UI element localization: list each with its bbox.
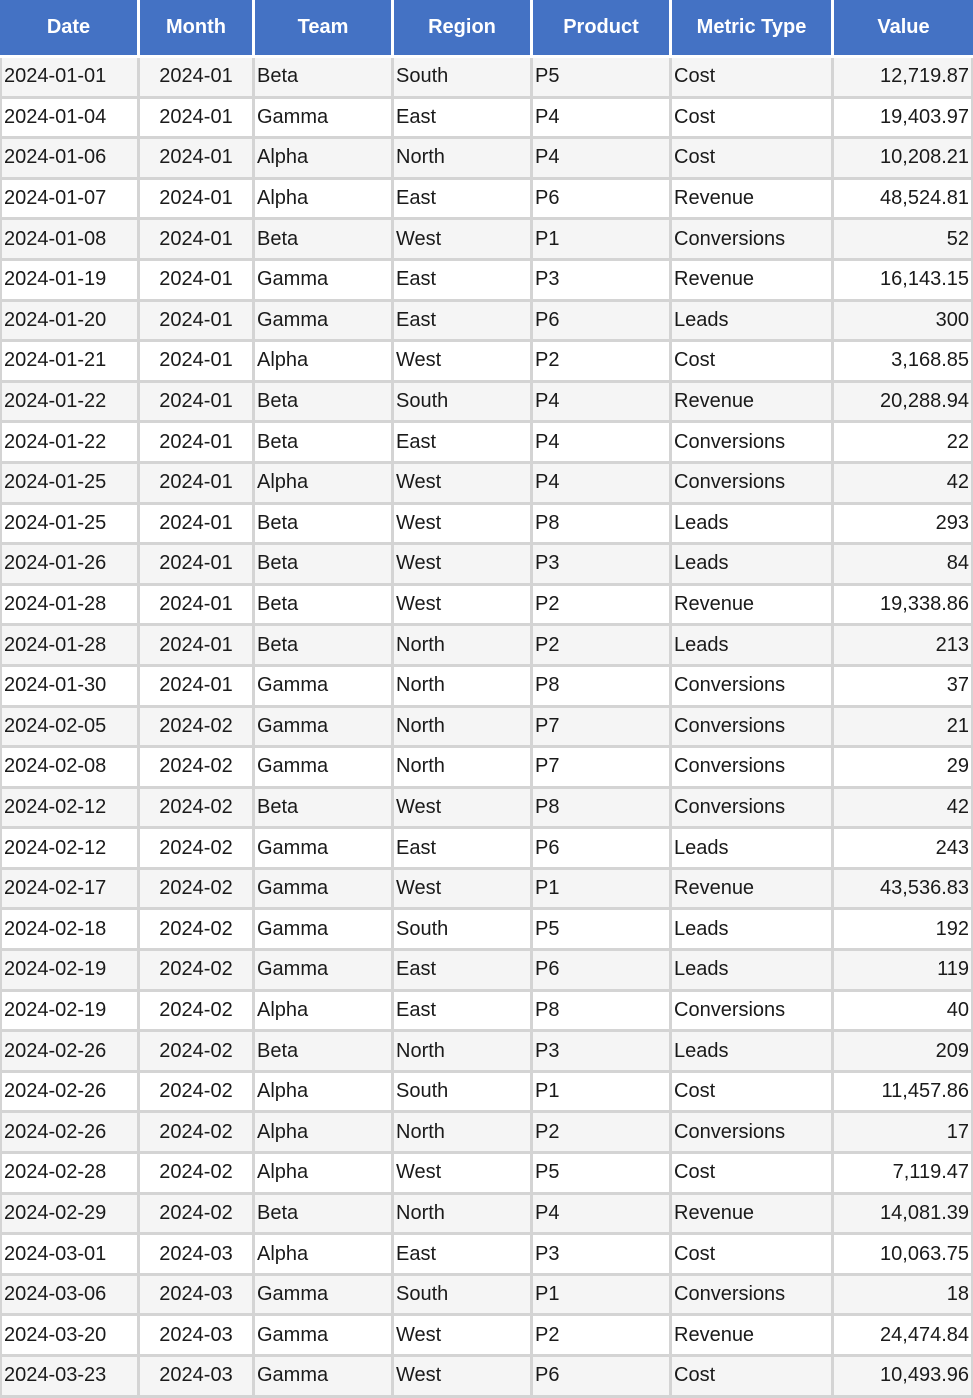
cell-metric-type[interactable]: Conversions: [672, 1113, 834, 1154]
cell-metric-type[interactable]: Revenue: [672, 180, 834, 221]
cell-date[interactable]: 2024-02-26: [0, 1073, 140, 1114]
table-row: [0, 464, 973, 505]
cell-value[interactable]: 84: [834, 545, 973, 586]
cell-value[interactable]: 42: [834, 789, 973, 830]
cell-metric-type[interactable]: Cost: [672, 1235, 834, 1276]
cell-date[interactable]: 2024-02-05: [0, 708, 140, 749]
cell-month[interactable]: 2024-03: [140, 1276, 255, 1317]
cell-month[interactable]: 2024-01: [140, 58, 255, 99]
cell-product[interactable]: P2: [533, 1113, 672, 1154]
table-row: [0, 1276, 973, 1317]
cell-metric-type[interactable]: Conversions: [672, 748, 834, 789]
column-header-product[interactable]: Product: [533, 0, 672, 58]
table-row: [0, 910, 973, 951]
cell-team[interactable]: Alpha: [255, 1154, 394, 1195]
cell-value[interactable]: 16,143.15: [834, 261, 973, 302]
cell-team[interactable]: Gamma: [255, 951, 394, 992]
cell-region[interactable]: North: [394, 626, 533, 667]
cell-metric-type[interactable]: Conversions: [672, 1276, 834, 1317]
cell-team[interactable]: Beta: [255, 1195, 394, 1236]
cell-date[interactable]: 2024-01-22: [0, 423, 140, 464]
cell-team[interactable]: Beta: [255, 220, 394, 261]
cell-team[interactable]: Gamma: [255, 99, 394, 140]
cell-region[interactable]: North: [394, 708, 533, 749]
table-row: [0, 261, 973, 302]
cell-product[interactable]: P2: [533, 586, 672, 627]
cell-team[interactable]: Beta: [255, 58, 394, 99]
table-row: [0, 505, 973, 546]
table-header: [0, 0, 973, 58]
cell-team[interactable]: Gamma: [255, 829, 394, 870]
cell-metric-type[interactable]: Leads: [672, 951, 834, 992]
cell-metric-type[interactable]: Leads: [672, 910, 834, 951]
cell-value[interactable]: 10,493.96: [834, 1357, 973, 1398]
cell-month[interactable]: 2024-01: [140, 220, 255, 261]
cell-value[interactable]: 293: [834, 505, 973, 546]
cell-month[interactable]: 2024-01: [140, 667, 255, 708]
cell-value[interactable]: 17: [834, 1113, 973, 1154]
cell-value[interactable]: 10,063.75: [834, 1235, 973, 1276]
cell-date[interactable]: 2024-01-26: [0, 545, 140, 586]
cell-product[interactable]: P4: [533, 139, 672, 180]
cell-product[interactable]: P8: [533, 667, 672, 708]
cell-month[interactable]: 2024-01: [140, 505, 255, 546]
table-row: [0, 992, 973, 1033]
cell-metric-type[interactable]: Revenue: [672, 383, 834, 424]
cell-date[interactable]: 2024-01-01: [0, 58, 140, 99]
table-row: [0, 1316, 973, 1357]
cell-month[interactable]: 2024-01: [140, 383, 255, 424]
cell-region[interactable]: West: [394, 464, 533, 505]
cell-month[interactable]: 2024-02: [140, 1032, 255, 1073]
cell-product[interactable]: P2: [533, 342, 672, 383]
cell-date[interactable]: 2024-01-28: [0, 586, 140, 627]
cell-metric-type[interactable]: Conversions: [672, 423, 834, 464]
cell-metric-type[interactable]: Leads: [672, 302, 834, 343]
cell-value[interactable]: 40: [834, 992, 973, 1033]
cell-value[interactable]: 10,208.21: [834, 139, 973, 180]
column-header-region[interactable]: Region: [394, 0, 533, 58]
cell-team[interactable]: Alpha: [255, 464, 394, 505]
cell-date[interactable]: 2024-03-06: [0, 1276, 140, 1317]
cell-metric-type[interactable]: Cost: [672, 1073, 834, 1114]
cell-value[interactable]: 243: [834, 829, 973, 870]
cell-date[interactable]: 2024-01-08: [0, 220, 140, 261]
cell-value[interactable]: 213: [834, 626, 973, 667]
cell-value[interactable]: 48,524.81: [834, 180, 973, 221]
cell-date[interactable]: 2024-01-25: [0, 464, 140, 505]
table-row: [0, 302, 973, 343]
cell-month[interactable]: 2024-01: [140, 626, 255, 667]
cell-date[interactable]: 2024-01-22: [0, 383, 140, 424]
cell-team[interactable]: Beta: [255, 423, 394, 464]
cell-product[interactable]: P4: [533, 1195, 672, 1236]
column-header-month[interactable]: Month: [140, 0, 255, 58]
cell-value[interactable]: 21: [834, 708, 973, 749]
cell-region[interactable]: West: [394, 870, 533, 911]
cell-metric-type[interactable]: Cost: [672, 1154, 834, 1195]
cell-team[interactable]: Beta: [255, 586, 394, 627]
cell-month[interactable]: 2024-03: [140, 1235, 255, 1276]
table-row: [0, 870, 973, 911]
cell-month[interactable]: 2024-02: [140, 951, 255, 992]
cell-month[interactable]: 2024-02: [140, 910, 255, 951]
cell-team[interactable]: Beta: [255, 545, 394, 586]
cell-product[interactable]: P5: [533, 58, 672, 99]
cell-value[interactable]: 24,474.84: [834, 1316, 973, 1357]
table-row: [0, 1113, 973, 1154]
cell-team[interactable]: Beta: [255, 1032, 394, 1073]
cell-metric-type[interactable]: Conversions: [672, 708, 834, 749]
cell-product[interactable]: P3: [533, 261, 672, 302]
table-row: [0, 220, 973, 261]
cell-date[interactable]: 2024-01-28: [0, 626, 140, 667]
cell-region[interactable]: East: [394, 829, 533, 870]
table-row: [0, 99, 973, 140]
cell-month[interactable]: 2024-01: [140, 423, 255, 464]
cell-region[interactable]: West: [394, 789, 533, 830]
cell-team[interactable]: Beta: [255, 789, 394, 830]
cell-region[interactable]: East: [394, 951, 533, 992]
cell-team[interactable]: Gamma: [255, 1276, 394, 1317]
cell-date[interactable]: 2024-01-30: [0, 667, 140, 708]
cell-value[interactable]: 14,081.39: [834, 1195, 973, 1236]
cell-team[interactable]: Alpha: [255, 992, 394, 1033]
cell-date[interactable]: 2024-01-21: [0, 342, 140, 383]
header-row: [0, 0, 973, 58]
cell-team[interactable]: Gamma: [255, 910, 394, 951]
table-row: [0, 180, 973, 221]
cell-value[interactable]: 3,168.85: [834, 342, 973, 383]
cell-value[interactable]: 209: [834, 1032, 973, 1073]
cell-team[interactable]: Gamma: [255, 261, 394, 302]
cell-product[interactable]: P4: [533, 99, 672, 140]
cell-value[interactable]: 300: [834, 302, 973, 343]
cell-team[interactable]: Gamma: [255, 667, 394, 708]
cell-value[interactable]: 42: [834, 464, 973, 505]
cell-product[interactable]: P8: [533, 505, 672, 546]
cell-product[interactable]: P3: [533, 1032, 672, 1073]
cell-month[interactable]: 2024-01: [140, 139, 255, 180]
cell-month[interactable]: 2024-01: [140, 180, 255, 221]
cell-product[interactable]: P5: [533, 910, 672, 951]
cell-metric-type[interactable]: Cost: [672, 58, 834, 99]
cell-team[interactable]: Alpha: [255, 139, 394, 180]
table-row: [0, 789, 973, 830]
cell-date[interactable]: 2024-02-17: [0, 870, 140, 911]
cell-month[interactable]: 2024-03: [140, 1316, 255, 1357]
cell-date[interactable]: 2024-02-26: [0, 1032, 140, 1073]
cell-month[interactable]: 2024-03: [140, 1357, 255, 1398]
cell-product[interactable]: P1: [533, 220, 672, 261]
table-row: [0, 423, 973, 464]
cell-region[interactable]: West: [394, 1357, 533, 1398]
cell-month[interactable]: 2024-01: [140, 261, 255, 302]
cell-region[interactable]: West: [394, 1154, 533, 1195]
cell-value[interactable]: 20,288.94: [834, 383, 973, 424]
cell-region[interactable]: North: [394, 667, 533, 708]
table-row: [0, 342, 973, 383]
table-body: [0, 58, 973, 1398]
cell-value[interactable]: 37: [834, 667, 973, 708]
cell-value[interactable]: 29: [834, 748, 973, 789]
cell-product[interactable]: P6: [533, 829, 672, 870]
table-row: [0, 545, 973, 586]
cell-region[interactable]: South: [394, 58, 533, 99]
cell-date[interactable]: 2024-02-26: [0, 1113, 140, 1154]
cell-month[interactable]: 2024-02: [140, 1073, 255, 1114]
cell-date[interactable]: 2024-02-28: [0, 1154, 140, 1195]
cell-metric-type[interactable]: Leads: [672, 545, 834, 586]
cell-month[interactable]: 2024-02: [140, 748, 255, 789]
cell-date[interactable]: 2024-01-19: [0, 261, 140, 302]
cell-date[interactable]: 2024-02-18: [0, 910, 140, 951]
cell-region[interactable]: East: [394, 180, 533, 221]
cell-metric-type[interactable]: Conversions: [672, 667, 834, 708]
cell-month[interactable]: 2024-02: [140, 789, 255, 830]
cell-value[interactable]: 12,719.87: [834, 58, 973, 99]
cell-region[interactable]: East: [394, 261, 533, 302]
cell-region[interactable]: East: [394, 992, 533, 1033]
table-row: [0, 1357, 973, 1398]
cell-date[interactable]: 2024-02-08: [0, 748, 140, 789]
table-row: [0, 748, 973, 789]
cell-value[interactable]: 52: [834, 220, 973, 261]
cell-metric-type[interactable]: Conversions: [672, 789, 834, 830]
cell-metric-type[interactable]: Conversions: [672, 464, 834, 505]
cell-product[interactable]: P2: [533, 1316, 672, 1357]
cell-product[interactable]: P6: [533, 180, 672, 221]
table-row: [0, 829, 973, 870]
cell-team[interactable]: Alpha: [255, 180, 394, 221]
cell-month[interactable]: 2024-01: [140, 99, 255, 140]
cell-value[interactable]: 11,457.86: [834, 1073, 973, 1114]
cell-team[interactable]: Gamma: [255, 1316, 394, 1357]
cell-metric-type[interactable]: Revenue: [672, 1195, 834, 1236]
table-row: [0, 951, 973, 992]
cell-team[interactable]: Beta: [255, 626, 394, 667]
cell-region[interactable]: North: [394, 748, 533, 789]
cell-region[interactable]: North: [394, 1032, 533, 1073]
table-row: [0, 708, 973, 749]
cell-month[interactable]: 2024-01: [140, 545, 255, 586]
cell-month[interactable]: 2024-01: [140, 342, 255, 383]
cell-month[interactable]: 2024-02: [140, 1195, 255, 1236]
cell-date[interactable]: 2024-01-20: [0, 302, 140, 343]
cell-team[interactable]: Alpha: [255, 1073, 394, 1114]
cell-value[interactable]: 22: [834, 423, 973, 464]
cell-team[interactable]: Beta: [255, 383, 394, 424]
cell-date[interactable]: 2024-02-29: [0, 1195, 140, 1236]
table-row: [0, 1154, 973, 1195]
cell-value[interactable]: 18: [834, 1276, 973, 1317]
cell-region[interactable]: North: [394, 1113, 533, 1154]
cell-product[interactable]: P4: [533, 464, 672, 505]
cell-region[interactable]: South: [394, 910, 533, 951]
cell-region[interactable]: South: [394, 383, 533, 424]
cell-team[interactable]: Alpha: [255, 1113, 394, 1154]
cell-product[interactable]: P7: [533, 708, 672, 749]
cell-team[interactable]: Gamma: [255, 302, 394, 343]
cell-product[interactable]: P6: [533, 1357, 672, 1398]
cell-team[interactable]: Alpha: [255, 342, 394, 383]
cell-product[interactable]: P3: [533, 545, 672, 586]
column-header-metric-type[interactable]: Metric Type: [672, 0, 834, 58]
cell-region[interactable]: South: [394, 1276, 533, 1317]
cell-month[interactable]: 2024-02: [140, 870, 255, 911]
cell-region[interactable]: East: [394, 1235, 533, 1276]
cell-value[interactable]: 119: [834, 951, 973, 992]
cell-metric-type[interactable]: Cost: [672, 139, 834, 180]
cell-region[interactable]: South: [394, 1073, 533, 1114]
cell-metric-type[interactable]: Revenue: [672, 870, 834, 911]
cell-value[interactable]: 7,119.47: [834, 1154, 973, 1195]
cell-region[interactable]: West: [394, 505, 533, 546]
cell-team[interactable]: Gamma: [255, 748, 394, 789]
cell-region[interactable]: West: [394, 220, 533, 261]
cell-month[interactable]: 2024-02: [140, 992, 255, 1033]
cell-product[interactable]: P1: [533, 1276, 672, 1317]
cell-region[interactable]: West: [394, 545, 533, 586]
cell-team[interactable]: Alpha: [255, 1235, 394, 1276]
cell-metric-type[interactable]: Conversions: [672, 992, 834, 1033]
cell-product[interactable]: P1: [533, 870, 672, 911]
table-row: [0, 586, 973, 627]
cell-value[interactable]: 19,403.97: [834, 99, 973, 140]
cell-date[interactable]: 2024-01-06: [0, 139, 140, 180]
cell-metric-type[interactable]: Conversions: [672, 220, 834, 261]
cell-month[interactable]: 2024-02: [140, 829, 255, 870]
cell-month[interactable]: 2024-02: [140, 708, 255, 749]
cell-product[interactable]: P1: [533, 1073, 672, 1114]
cell-month[interactable]: 2024-02: [140, 1113, 255, 1154]
table-row: [0, 1195, 973, 1236]
table-row: [0, 1235, 973, 1276]
cell-metric-type[interactable]: Revenue: [672, 1316, 834, 1357]
cell-month[interactable]: 2024-02: [140, 1154, 255, 1195]
cell-team[interactable]: Gamma: [255, 708, 394, 749]
cell-date[interactable]: 2024-01-04: [0, 99, 140, 140]
table-row: [0, 1032, 973, 1073]
cell-product[interactable]: P7: [533, 748, 672, 789]
cell-value[interactable]: 43,536.83: [834, 870, 973, 911]
cell-product[interactable]: P8: [533, 789, 672, 830]
cell-product[interactable]: P6: [533, 302, 672, 343]
cell-metric-type[interactable]: Leads: [672, 505, 834, 546]
cell-month[interactable]: 2024-01: [140, 586, 255, 627]
cell-team[interactable]: Gamma: [255, 1357, 394, 1398]
column-header-team[interactable]: Team: [255, 0, 394, 58]
cell-region[interactable]: West: [394, 342, 533, 383]
cell-metric-type[interactable]: Leads: [672, 829, 834, 870]
cell-product[interactable]: P2: [533, 626, 672, 667]
column-header-date[interactable]: Date: [0, 0, 140, 58]
cell-date[interactable]: 2024-02-12: [0, 829, 140, 870]
cell-metric-type[interactable]: Cost: [672, 1357, 834, 1398]
cell-region[interactable]: North: [394, 139, 533, 180]
table-row: [0, 58, 973, 99]
cell-region[interactable]: West: [394, 586, 533, 627]
cell-date[interactable]: 2024-02-19: [0, 992, 140, 1033]
table-row: [0, 139, 973, 180]
cell-metric-type[interactable]: Cost: [672, 99, 834, 140]
cell-metric-type[interactable]: Leads: [672, 626, 834, 667]
cell-product[interactable]: P5: [533, 1154, 672, 1195]
cell-product[interactable]: P3: [533, 1235, 672, 1276]
cell-value[interactable]: 192: [834, 910, 973, 951]
table-row: [0, 1073, 973, 1114]
cell-region[interactable]: West: [394, 1316, 533, 1357]
cell-region[interactable]: East: [394, 302, 533, 343]
cell-metric-type[interactable]: Leads: [672, 1032, 834, 1073]
cell-team[interactable]: Gamma: [255, 870, 394, 911]
table-row: [0, 667, 973, 708]
cell-region[interactable]: North: [394, 1195, 533, 1236]
cell-team[interactable]: Beta: [255, 505, 394, 546]
cell-value[interactable]: 19,338.86: [834, 586, 973, 627]
cell-month[interactable]: 2024-01: [140, 464, 255, 505]
cell-metric-type[interactable]: Revenue: [672, 586, 834, 627]
cell-region[interactable]: East: [394, 99, 533, 140]
table-row: [0, 383, 973, 424]
cell-metric-type[interactable]: Cost: [672, 342, 834, 383]
cell-product[interactable]: P6: [533, 951, 672, 992]
cell-date[interactable]: 2024-01-07: [0, 180, 140, 221]
cell-date[interactable]: 2024-01-25: [0, 505, 140, 546]
cell-date[interactable]: 2024-02-12: [0, 789, 140, 830]
cell-metric-type[interactable]: Revenue: [672, 261, 834, 302]
cell-month[interactable]: 2024-01: [140, 302, 255, 343]
cell-date[interactable]: 2024-03-23: [0, 1357, 140, 1398]
cell-date[interactable]: 2024-03-01: [0, 1235, 140, 1276]
cell-product[interactable]: P4: [533, 423, 672, 464]
cell-product[interactable]: P8: [533, 992, 672, 1033]
table-row: [0, 626, 973, 667]
cell-date[interactable]: 2024-02-19: [0, 951, 140, 992]
cell-date[interactable]: 2024-03-20: [0, 1316, 140, 1357]
cell-region[interactable]: East: [394, 423, 533, 464]
cell-product[interactable]: P4: [533, 383, 672, 424]
column-header-value[interactable]: Value: [834, 0, 973, 58]
